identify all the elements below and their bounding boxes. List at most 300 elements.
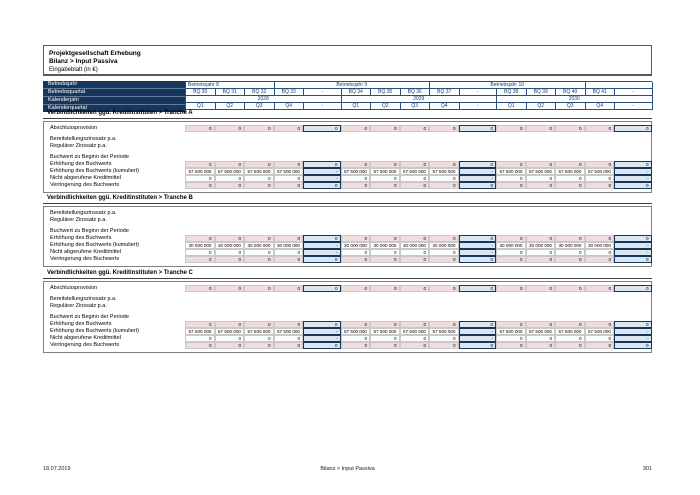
input-cell[interactable]: 0 (244, 256, 274, 263)
calculated-cell: 57 500 000 (429, 328, 459, 335)
calendar-quarter-cell: Q1 (186, 103, 216, 110)
data-row (44, 161, 651, 168)
calculated-cell: 0 (429, 249, 459, 256)
input-cell[interactable]: 0 (400, 125, 430, 132)
calculated-cell: 0 (429, 335, 459, 342)
calculated-cell: 57 500 000 (185, 168, 215, 175)
input-cell[interactable]: 0 (341, 182, 371, 189)
fiscal-quarter-cell: BQ 30 (186, 89, 216, 96)
year-total-cell: 0 (614, 125, 652, 132)
input-cell[interactable]: 0 (526, 161, 556, 168)
data-row (44, 303, 651, 310)
year-total-cell: - (303, 175, 341, 182)
calendar-year-cell: 2030 (497, 96, 653, 103)
input-cell[interactable]: 0 (400, 256, 430, 263)
row-label: Buchwert zu Beginn der Periode (50, 154, 129, 160)
input-cell[interactable]: 0 (555, 256, 585, 263)
calculated-cell: 0 (215, 175, 245, 182)
row-cells (185, 342, 651, 349)
header-row-label: Kalenderjahr (43, 97, 185, 105)
year-total-cell: - (614, 175, 652, 182)
calendar-quarter-cell: - (460, 103, 498, 110)
calculated-cell: 0 (400, 175, 430, 182)
row-label: Buchwert zu Beginn der Periode (50, 228, 129, 234)
calculated-cell: 57 500 000 (555, 168, 585, 175)
input-cell[interactable]: 0 (185, 285, 215, 292)
input-cell[interactable]: 0 (429, 321, 459, 328)
calculated-cell: 57 500 000 (526, 328, 556, 335)
fiscal-quarter-cell: BQ 32 (245, 89, 275, 96)
data-row (44, 182, 651, 189)
row-cells (185, 125, 651, 132)
input-cell[interactable]: 0 (429, 342, 459, 349)
input-cell[interactable]: 0 (185, 161, 215, 168)
section-title-tranche-c: Verbindlichkeiten ggü. Kreditinstituten > Tranche C (47, 270, 193, 276)
input-cell[interactable]: 0 (400, 182, 430, 189)
input-cell[interactable]: 0 (555, 342, 585, 349)
section-tranche-b (43, 195, 652, 267)
input-cell[interactable]: 0 (215, 161, 245, 168)
input-cell[interactable]: 0 (555, 125, 585, 132)
calculated-cell: 0 (274, 175, 304, 182)
section-title-tranche-b: Verbindlichkeiten ggü. Kreditinstituten > Tranche B (47, 195, 193, 201)
input-cell[interactable]: 0 (496, 161, 526, 168)
input-cell[interactable]: 0 (400, 161, 430, 168)
calendar-year-cell: 2029 (342, 96, 498, 103)
year-total-cell: 0 (459, 321, 497, 328)
data-row (44, 175, 651, 182)
year-total-cell: 0 (459, 256, 497, 263)
row-cells (185, 235, 651, 242)
year-total-cell: - (614, 328, 652, 335)
input-cell[interactable]: 0 (585, 256, 615, 263)
input-cell[interactable]: 0 (496, 342, 526, 349)
calculated-cell: 0 (400, 335, 430, 342)
input-cell[interactable]: 0 (496, 235, 526, 242)
year-total-cell: - (303, 168, 341, 175)
data-row (44, 342, 651, 349)
fiscal-quarter-cell: BQ 40 (556, 89, 586, 96)
input-cell[interactable]: 0 (429, 235, 459, 242)
year-total-cell: - (303, 249, 341, 256)
input-cell[interactable]: 0 (215, 235, 245, 242)
calculated-cell: 57 500 000 (215, 168, 245, 175)
year-total-cell: - (459, 249, 497, 256)
calculated-cell: 0 (185, 249, 215, 256)
section-box-tranche-a (43, 121, 652, 193)
input-cell[interactable]: 0 (370, 235, 400, 242)
data-row (44, 125, 651, 132)
input-cell[interactable]: 0 (400, 342, 430, 349)
input-cell[interactable]: 0 (341, 161, 371, 168)
fiscal-quarter-cell: BQ 31 (216, 89, 246, 96)
calculated-cell: 57 500 000 (585, 168, 615, 175)
input-cell[interactable]: 0 (585, 125, 615, 132)
calculated-cell: 0 (496, 249, 526, 256)
input-cell[interactable]: 0 (400, 321, 430, 328)
year-total-cell: 0 (459, 161, 497, 168)
input-cell[interactable]: 0 (215, 182, 245, 189)
year-total-cell: - (459, 335, 497, 342)
calculated-cell: 0 (370, 249, 400, 256)
year-total-cell: 0 (303, 256, 341, 263)
input-cell[interactable]: 0 (185, 342, 215, 349)
input-cell[interactable]: 0 (496, 125, 526, 132)
footer-date: 18.07.2019 (43, 466, 71, 472)
calculated-cell: 0 (526, 335, 556, 342)
row-label: Erhöhung des Buchwerts (kumuliert) (50, 328, 139, 334)
fiscal-quarter-cell: BQ 37 (430, 89, 460, 96)
calendar-quarter-cell: Q1 (497, 103, 527, 110)
calendar-quarter-cell: - (615, 103, 653, 110)
input-cell[interactable]: 0 (341, 125, 371, 132)
row-label: Nicht abgerufene Kreditmittel (50, 249, 121, 255)
calculated-cell: 0 (496, 175, 526, 182)
data-row (44, 314, 651, 321)
calculated-cell: 57 500 000 (215, 328, 245, 335)
calculated-cell: 0 (341, 175, 371, 182)
calculated-cell: 57 500 000 (555, 328, 585, 335)
input-cell[interactable]: 0 (585, 285, 615, 292)
fiscal-year-group-cell: Betriebsjahr 10 (430, 82, 586, 89)
input-cell[interactable]: 0 (526, 182, 556, 189)
year-total-cell: - (614, 335, 652, 342)
input-cell[interactable]: 0 (429, 161, 459, 168)
year-total-cell: 0 (459, 182, 497, 189)
calculated-cell: 57 500 000 (370, 328, 400, 335)
input-cell[interactable]: 0 (215, 321, 245, 328)
calculated-cell: 30 000 000 (585, 242, 615, 249)
row-cells (185, 161, 651, 168)
input-cell[interactable]: 0 (370, 256, 400, 263)
calculated-cell: 57 500 000 (341, 168, 371, 175)
input-cell[interactable]: 0 (526, 235, 556, 242)
calculated-cell: 0 (585, 249, 615, 256)
input-cell[interactable]: 0 (244, 182, 274, 189)
row-cells (185, 285, 651, 292)
calendar-year-cell: 2028 (186, 96, 342, 103)
row-label: Regulärer Zinssatz p.a. (50, 143, 107, 149)
year-total-cell: 0 (459, 235, 497, 242)
calculated-cell: 57 500 000 (244, 328, 274, 335)
row-label: Buchwert zu Beginn der Periode (50, 314, 129, 320)
data-row (44, 328, 651, 335)
data-row (44, 296, 651, 303)
row-cells (185, 321, 651, 328)
input-cell[interactable]: 0 (555, 161, 585, 168)
input-cell[interactable]: 0 (429, 125, 459, 132)
calculated-cell: 30 000 000 (274, 242, 304, 249)
calculated-cell: 0 (185, 335, 215, 342)
data-row (44, 321, 651, 328)
input-cell[interactable]: 0 (370, 125, 400, 132)
input-cell[interactable]: 0 (274, 342, 304, 349)
input-cell[interactable]: 0 (215, 285, 245, 292)
data-row (44, 256, 651, 263)
calendar-quarter-cell: Q4 (430, 103, 460, 110)
input-cell[interactable]: 0 (185, 256, 215, 263)
input-cell[interactable]: 0 (274, 125, 304, 132)
input-cell[interactable]: 0 (341, 342, 371, 349)
year-total-cell: 0 (614, 161, 652, 168)
calendar-quarter-cell: - (304, 103, 342, 110)
input-cell[interactable]: 0 (400, 235, 430, 242)
input-cell[interactable]: 0 (215, 256, 245, 263)
row-label: Erhöhung des Buchwerts (kumuliert) (50, 242, 139, 248)
calendar-quarter-cell: Q1 (342, 103, 372, 110)
calculated-cell: 57 500 000 (185, 328, 215, 335)
calculated-cell: 57 500 000 (400, 168, 430, 175)
input-cell[interactable]: 0 (496, 182, 526, 189)
input-cell[interactable]: 0 (526, 256, 556, 263)
input-cell[interactable]: 0 (370, 285, 400, 292)
input-cell[interactable]: 0 (274, 182, 304, 189)
calendar-quarter-cell: Q3 (556, 103, 586, 110)
calculated-cell: 57 500 000 (341, 328, 371, 335)
row-label: Erhöhung des Buchwerts (50, 321, 112, 327)
input-cell[interactable]: 0 (585, 235, 615, 242)
calculated-cell: 0 (526, 175, 556, 182)
input-cell[interactable]: 0 (185, 125, 215, 132)
row-label: Abschlussprovision (50, 285, 98, 291)
input-cell[interactable]: 0 (585, 321, 615, 328)
calculated-cell: 0 (370, 175, 400, 182)
input-cell[interactable]: 0 (244, 321, 274, 328)
input-cell[interactable]: 0 (274, 256, 304, 263)
row-cells (185, 242, 651, 249)
year-total-cell: 0 (614, 285, 652, 292)
sheet-subtitle: Eingabeblatt (in €) (49, 67, 98, 73)
calculated-cell: 0 (555, 175, 585, 182)
input-cell[interactable]: 0 (555, 285, 585, 292)
calculated-cell: 0 (215, 249, 245, 256)
calculated-cell: 57 500 000 (526, 168, 556, 175)
row-label: Erhöhung des Buchwerts (50, 235, 112, 241)
year-total-cell: - (459, 328, 497, 335)
fiscal-quarter-cell: BQ 35 (371, 89, 401, 96)
calculated-cell: 0 (526, 249, 556, 256)
calendar-quarter-cell: Q4 (586, 103, 616, 110)
input-cell[interactable]: 0 (274, 285, 304, 292)
year-total-cell: 0 (459, 125, 497, 132)
calculated-cell: 0 (429, 175, 459, 182)
input-cell[interactable]: 0 (370, 321, 400, 328)
calculated-cell: 57 500 000 (400, 328, 430, 335)
row-label: Verringerung des Buchwerts (50, 182, 120, 188)
row-label: Erhöhung des Buchwerts (kumuliert) (50, 168, 139, 174)
calendar-quarter-cell: Q2 (216, 103, 246, 110)
data-row (44, 168, 651, 175)
row-label: Abschlussprovision (50, 125, 98, 131)
header-row-label: Betriebsquartal (43, 89, 185, 97)
data-row (44, 217, 651, 224)
row-label: Nicht abgerufene Kreditmittel (50, 175, 121, 181)
data-row (44, 335, 651, 342)
year-total-cell: - (614, 249, 652, 256)
input-cell[interactable]: 0 (244, 235, 274, 242)
input-cell[interactable]: 0 (496, 321, 526, 328)
year-total-cell: - (303, 328, 341, 335)
input-cell[interactable]: 0 (429, 256, 459, 263)
calculated-cell: 57 500 000 (429, 168, 459, 175)
input-cell[interactable]: 0 (185, 235, 215, 242)
calculated-cell: 57 500 000 (274, 328, 304, 335)
header-row-label: Betriebsjahr (43, 81, 185, 89)
row-label: Verringerung des Buchwerts (50, 342, 120, 348)
input-cell[interactable]: 0 (526, 285, 556, 292)
calculated-cell: 0 (185, 175, 215, 182)
fiscal-quarter-cell: BQ 39 (527, 89, 557, 96)
data-row (44, 228, 651, 235)
input-cell[interactable]: 0 (526, 342, 556, 349)
calculated-cell: 0 (400, 249, 430, 256)
row-cells (185, 175, 651, 182)
year-total-cell: 0 (614, 235, 652, 242)
year-total-cell: 0 (614, 256, 652, 263)
calculated-cell: 57 500 000 (370, 168, 400, 175)
input-cell[interactable]: 0 (555, 182, 585, 189)
footer-page-number: 301 (642, 466, 652, 472)
calculated-cell: 57 500 000 (496, 168, 526, 175)
calendar-quarter-cell: Q2 (371, 103, 401, 110)
data-row (44, 285, 651, 292)
row-cells (185, 256, 651, 263)
calendar-quarter-cell: Q3 (245, 103, 275, 110)
year-total-cell: - (303, 242, 341, 249)
row-label: Regulärer Zinssatz p.a. (50, 303, 107, 309)
input-cell[interactable]: 0 (370, 182, 400, 189)
calculated-cell: 0 (555, 249, 585, 256)
data-row (44, 249, 651, 256)
year-total-cell: 0 (303, 182, 341, 189)
page-footer (43, 466, 652, 474)
input-cell[interactable]: 0 (429, 182, 459, 189)
calendar-quarter-cell: Q4 (275, 103, 305, 110)
fiscal-quarter-cell: BQ 38 (497, 89, 527, 96)
calculated-cell: 30 000 000 (215, 242, 245, 249)
input-cell[interactable]: 0 (185, 182, 215, 189)
calculated-cell: 0 (244, 175, 274, 182)
year-total-cell: - (614, 168, 652, 175)
year-total-cell: 0 (459, 342, 497, 349)
section-tranche-a (43, 110, 652, 193)
row-cells (185, 182, 651, 189)
input-cell[interactable]: 0 (429, 285, 459, 292)
input-cell[interactable]: 0 (496, 285, 526, 292)
section-box-tranche-c (43, 281, 652, 353)
input-cell[interactable]: 0 (555, 235, 585, 242)
input-cell[interactable]: 0 (496, 256, 526, 263)
header-row-label: Kalenderquartal (48, 105, 87, 111)
calculated-cell: 0 (274, 335, 304, 342)
input-cell[interactable]: 0 (400, 285, 430, 292)
calculated-cell: 30 000 000 (400, 242, 430, 249)
section-title-rule (43, 118, 652, 119)
input-cell[interactable]: 0 (555, 321, 585, 328)
data-row (44, 235, 651, 242)
input-cell[interactable]: 0 (585, 342, 615, 349)
input-cell[interactable]: 0 (341, 285, 371, 292)
input-cell[interactable]: 0 (341, 256, 371, 263)
input-cell[interactable]: 0 (341, 321, 371, 328)
year-total-cell: 0 (303, 161, 341, 168)
year-total-cell: - (614, 242, 652, 249)
input-cell[interactable]: 0 (370, 161, 400, 168)
year-total-cell: 0 (614, 342, 652, 349)
input-cell[interactable]: 0 (244, 161, 274, 168)
input-cell[interactable]: 0 (244, 342, 274, 349)
input-cell[interactable]: 0 (274, 235, 304, 242)
input-cell[interactable]: 0 (526, 125, 556, 132)
calculated-cell: 57 500 000 (496, 328, 526, 335)
row-label: Erhöhung des Buchwerts (50, 161, 112, 167)
calculated-cell: 0 (555, 335, 585, 342)
fiscal-year-group-cell: Betriebsjahr 9 (275, 82, 431, 89)
input-cell[interactable]: 0 (244, 125, 274, 132)
year-total-cell: 0 (303, 125, 341, 132)
calculated-cell: 30 000 000 (496, 242, 526, 249)
year-total-cell: 0 (303, 285, 341, 292)
calculated-cell: 0 (496, 335, 526, 342)
input-cell[interactable]: 0 (585, 182, 615, 189)
year-total-cell: - (459, 242, 497, 249)
section-title-rule (43, 278, 652, 279)
year-total-cell: 0 (614, 321, 652, 328)
input-cell[interactable]: 0 (215, 342, 245, 349)
fiscal-quarter-cell: BQ 34 (342, 89, 372, 96)
fiscal-quarter-cell: BQ 36 (401, 89, 431, 96)
calculated-cell: 0 (244, 335, 274, 342)
year-total-cell: - (459, 168, 497, 175)
input-cell[interactable]: 0 (341, 235, 371, 242)
fiscal-quarter-cell: - (460, 89, 498, 96)
data-row (44, 242, 651, 249)
input-cell[interactable]: 0 (244, 285, 274, 292)
fiscal-quarter-cell: BQ 41 (586, 89, 616, 96)
data-row (44, 154, 651, 161)
input-cell[interactable]: 0 (215, 125, 245, 132)
calculated-cell: 0 (274, 249, 304, 256)
data-row (44, 210, 651, 217)
year-total-cell: 0 (614, 182, 652, 189)
calendar-quarter-cell: Q3 (401, 103, 431, 110)
calculated-cell: 57 500 000 (244, 168, 274, 175)
calendar-quarter-cell: Q2 (527, 103, 557, 110)
input-cell[interactable]: 0 (370, 342, 400, 349)
input-cell[interactable]: 0 (274, 321, 304, 328)
row-label: Regulärer Zinssatz p.a. (50, 217, 107, 223)
calculated-cell: 30 000 000 (341, 242, 371, 249)
year-total-cell: 0 (303, 235, 341, 242)
footer-title: Bilanz > Input Passiva (320, 466, 375, 472)
calculated-cell: 30 000 000 (526, 242, 556, 249)
year-total-cell: - (459, 175, 497, 182)
year-total-cell: 0 (459, 285, 497, 292)
fiscal-quarter-cell: - (304, 89, 342, 96)
calculated-cell: 57 500 000 (274, 168, 304, 175)
row-cells (185, 249, 651, 256)
row-cells (185, 335, 651, 342)
row-cells (185, 168, 651, 175)
section-box-tranche-b (43, 206, 652, 267)
data-row (44, 143, 651, 150)
calculated-cell: 0 (215, 335, 245, 342)
input-cell[interactable]: 0 (585, 161, 615, 168)
input-cell[interactable]: 0 (274, 161, 304, 168)
row-label: Bereitstellungszinssatz p.a. (50, 296, 117, 302)
input-cell[interactable]: 0 (526, 321, 556, 328)
input-cell[interactable]: 0 (185, 321, 215, 328)
